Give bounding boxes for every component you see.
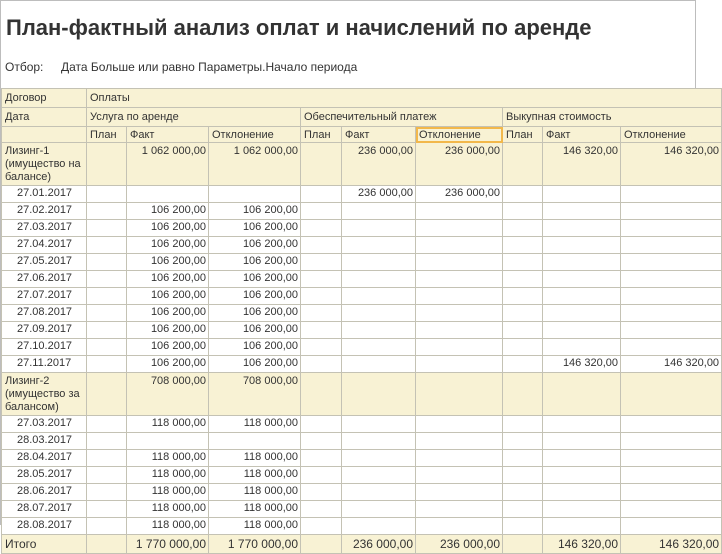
amount-cell-rent-plan[interactable]	[87, 271, 127, 288]
amount-cell-buyout-fact[interactable]	[543, 322, 621, 339]
amount-cell-rent-fact[interactable]	[127, 186, 209, 203]
amount-cell-rent-deviation[interactable]	[209, 433, 301, 450]
amount-cell-rent-deviation[interactable]: 106 200,00	[209, 203, 301, 220]
amount-cell-rent-deviation[interactable]: 106 200,00	[209, 271, 301, 288]
amount-cell-rent-plan[interactable]	[87, 220, 127, 237]
amount-cell-buyout-fact[interactable]: 146 320,00	[543, 356, 621, 373]
amount-cell-buyout-plan[interactable]	[503, 416, 543, 433]
amount-cell-security-fact[interactable]	[342, 356, 416, 373]
amount-cell-rent-plan[interactable]	[87, 143, 127, 186]
contract-cell[interactable]: Лизинг-1 (имущество на балансе)	[2, 143, 87, 186]
amount-cell-buyout-deviation[interactable]: 146 320,00	[621, 356, 722, 373]
amount-cell-buyout-plan[interactable]	[503, 535, 543, 554]
amount-cell-security-fact[interactable]	[342, 322, 416, 339]
date-cell[interactable]: 27.11.2017	[2, 356, 87, 373]
amount-cell-rent-plan[interactable]	[87, 501, 127, 518]
amount-cell-buyout-fact[interactable]	[543, 450, 621, 467]
amount-cell-security-deviation[interactable]	[416, 271, 503, 288]
header-security-deviation[interactable]: Отклонение	[416, 127, 503, 143]
date-cell[interactable]: 27.04.2017	[2, 237, 87, 254]
amount-cell-security-deviation[interactable]	[416, 467, 503, 484]
amount-cell-security-deviation[interactable]	[416, 433, 503, 450]
amount-cell-security-fact[interactable]	[342, 467, 416, 484]
amount-cell-rent-deviation[interactable]: 1 770 000,00	[209, 535, 301, 554]
amount-cell-rent-fact[interactable]: 118 000,00	[127, 450, 209, 467]
amount-cell-buyout-fact[interactable]	[543, 203, 621, 220]
total-row	[2, 535, 722, 554]
amount-cell-rent-deviation[interactable]: 106 200,00	[209, 288, 301, 305]
amount-cell-rent-deviation[interactable]: 106 200,00	[209, 339, 301, 356]
date-row	[2, 518, 722, 535]
date-row	[2, 305, 722, 322]
date-row	[2, 416, 722, 433]
report-title: План-фактный анализ оплат и начислений по аренде	[6, 15, 592, 40]
amount-cell-buyout-deviation[interactable]	[621, 186, 722, 203]
amount-cell-buyout-plan[interactable]	[503, 433, 543, 450]
amount-cell-security-fact[interactable]	[342, 305, 416, 322]
amount-cell-rent-plan[interactable]	[87, 339, 127, 356]
amount-cell-security-deviation[interactable]	[416, 237, 503, 254]
amount-cell-security-fact[interactable]: 236 000,00	[342, 186, 416, 203]
amount-cell-buyout-plan[interactable]	[503, 356, 543, 373]
date-cell[interactable]: 27.06.2017	[2, 271, 87, 288]
header-group-rent-service[interactable]: Услуга по аренде	[87, 108, 301, 127]
amount-cell-rent-deviation[interactable]: 118 000,00	[209, 467, 301, 484]
amount-cell-buyout-fact[interactable]	[543, 339, 621, 356]
amount-cell-security-plan[interactable]	[301, 484, 342, 501]
amount-cell-buyout-plan[interactable]	[503, 373, 543, 416]
date-cell[interactable]: 27.01.2017	[2, 186, 87, 203]
amount-cell-buyout-fact[interactable]	[543, 518, 621, 535]
amount-cell-security-plan[interactable]	[301, 143, 342, 186]
header-rent-fact[interactable]: Факт	[127, 127, 209, 143]
amount-cell-security-deviation[interactable]	[416, 220, 503, 237]
amount-cell-rent-plan[interactable]	[87, 305, 127, 322]
amount-cell-buyout-fact[interactable]	[543, 501, 621, 518]
contract-row	[2, 143, 722, 186]
amount-cell-buyout-deviation[interactable]	[621, 339, 722, 356]
amount-cell-security-deviation[interactable]	[416, 322, 503, 339]
header-payments[interactable]: Оплаты	[87, 89, 722, 108]
amount-cell-buyout-deviation[interactable]	[621, 450, 722, 467]
amount-cell-security-deviation[interactable]	[416, 518, 503, 535]
amount-cell-rent-deviation[interactable]: 106 200,00	[209, 254, 301, 271]
amount-cell-rent-plan[interactable]	[87, 203, 127, 220]
date-row	[2, 254, 722, 271]
amount-cell-security-fact[interactable]	[342, 373, 416, 416]
amount-cell-buyout-fact[interactable]	[543, 467, 621, 484]
amount-cell-security-plan[interactable]	[301, 356, 342, 373]
date-row	[2, 450, 722, 467]
amount-cell-rent-fact[interactable]: 106 200,00	[127, 237, 209, 254]
amount-cell-rent-fact[interactable]: 1 062 000,00	[127, 143, 209, 186]
amount-cell-buyout-fact[interactable]	[543, 271, 621, 288]
amount-cell-buyout-plan[interactable]	[503, 186, 543, 203]
date-row	[2, 288, 722, 305]
header-subcolumns-row	[2, 127, 722, 143]
amount-cell-security-deviation[interactable]	[416, 416, 503, 433]
date-row	[2, 356, 722, 373]
amount-cell-rent-deviation[interactable]: 118 000,00	[209, 518, 301, 535]
amount-cell-security-plan[interactable]	[301, 339, 342, 356]
date-row	[2, 237, 722, 254]
amount-cell-security-plan[interactable]	[301, 416, 342, 433]
amount-cell-rent-fact[interactable]: 106 200,00	[127, 203, 209, 220]
amount-cell-rent-plan[interactable]	[87, 237, 127, 254]
date-row	[2, 203, 722, 220]
amount-cell-security-deviation[interactable]	[416, 356, 503, 373]
amount-cell-buyout-plan[interactable]	[503, 450, 543, 467]
amount-cell-rent-fact[interactable]: 1 770 000,00	[127, 535, 209, 554]
amount-cell-buyout-fact[interactable]	[543, 186, 621, 203]
amount-cell-buyout-plan[interactable]	[503, 143, 543, 186]
amount-cell-rent-deviation[interactable]: 106 200,00	[209, 237, 301, 254]
amount-cell-security-plan[interactable]	[301, 271, 342, 288]
amount-cell-buyout-deviation[interactable]	[621, 305, 722, 322]
amount-cell-security-fact[interactable]	[342, 271, 416, 288]
date-cell[interactable]: 27.10.2017	[2, 339, 87, 356]
date-cell[interactable]: 28.05.2017	[2, 467, 87, 484]
amount-cell-buyout-deviation[interactable]	[621, 416, 722, 433]
amount-cell-buyout-fact[interactable]	[543, 305, 621, 322]
amount-cell-security-fact[interactable]	[342, 220, 416, 237]
amount-cell-rent-deviation[interactable]: 1 062 000,00	[209, 143, 301, 186]
amount-cell-buyout-plan[interactable]	[503, 305, 543, 322]
amount-cell-security-plan[interactable]	[301, 433, 342, 450]
amount-cell-security-fact[interactable]	[342, 288, 416, 305]
date-cell[interactable]: 28.04.2017	[2, 450, 87, 467]
amount-cell-security-deviation[interactable]: 236 000,00	[416, 143, 503, 186]
amount-cell-rent-fact[interactable]: 106 200,00	[127, 356, 209, 373]
date-row	[2, 220, 722, 237]
date-row	[2, 339, 722, 356]
amount-cell-security-plan[interactable]	[301, 373, 342, 416]
amount-cell-security-deviation[interactable]	[416, 501, 503, 518]
amount-cell-rent-plan[interactable]	[87, 484, 127, 501]
header-buyout-fact[interactable]: Факт	[543, 127, 621, 143]
amount-cell-security-fact[interactable]	[342, 237, 416, 254]
amount-cell-security-deviation[interactable]	[416, 339, 503, 356]
amount-cell-rent-fact[interactable]: 118 000,00	[127, 518, 209, 535]
amount-cell-buyout-plan[interactable]	[503, 220, 543, 237]
amount-cell-buyout-fact[interactable]	[543, 220, 621, 237]
amount-cell-rent-fact[interactable]	[127, 433, 209, 450]
amount-cell-rent-fact[interactable]: 118 000,00	[127, 484, 209, 501]
amount-cell-security-deviation[interactable]	[416, 254, 503, 271]
header-rent-deviation[interactable]: Отклонение	[209, 127, 301, 143]
amount-cell-security-plan[interactable]	[301, 186, 342, 203]
amount-cell-buyout-fact[interactable]: 146 320,00	[543, 143, 621, 186]
amount-cell-buyout-deviation[interactable]	[621, 322, 722, 339]
amount-cell-rent-deviation[interactable]: 106 200,00	[209, 305, 301, 322]
amount-cell-security-fact[interactable]	[342, 203, 416, 220]
amount-cell-buyout-deviation[interactable]	[621, 220, 722, 237]
amount-cell-security-plan[interactable]	[301, 501, 342, 518]
header-date[interactable]: Дата	[2, 108, 87, 127]
amount-cell-security-fact[interactable]: 236 000,00	[342, 535, 416, 554]
date-row	[2, 271, 722, 288]
header-buyout-deviation[interactable]: Отклонение	[621, 127, 722, 143]
amount-cell-buyout-fact[interactable]	[543, 254, 621, 271]
amount-cell-buyout-plan[interactable]	[503, 203, 543, 220]
filter-value: Дата Больше или равно Параметры.Начало периода	[61, 60, 358, 74]
amount-cell-security-deviation[interactable]: 236 000,00	[416, 535, 503, 554]
amount-cell-buyout-plan[interactable]	[503, 288, 543, 305]
amount-cell-rent-deviation[interactable]: 118 000,00	[209, 416, 301, 433]
total-label-cell[interactable]: Итого	[2, 535, 87, 554]
amount-cell-rent-fact[interactable]: 106 200,00	[127, 288, 209, 305]
amount-cell-security-plan[interactable]	[301, 322, 342, 339]
amount-cell-rent-plan[interactable]	[87, 416, 127, 433]
amount-cell-rent-fact[interactable]: 106 200,00	[127, 220, 209, 237]
amount-cell-security-deviation[interactable]: 236 000,00	[416, 186, 503, 203]
contract-cell[interactable]: Лизинг-2 (имущество за балансом)	[2, 373, 87, 416]
amount-cell-rent-fact[interactable]: 106 200,00	[127, 254, 209, 271]
amount-cell-buyout-deviation[interactable]	[621, 518, 722, 535]
amount-cell-rent-plan[interactable]	[87, 254, 127, 271]
amount-cell-buyout-plan[interactable]	[503, 467, 543, 484]
amount-cell-buyout-fact[interactable]	[543, 484, 621, 501]
filter-line	[5, 60, 357, 74]
amount-cell-buyout-deviation[interactable]	[621, 203, 722, 220]
amount-cell-buyout-deviation[interactable]	[621, 484, 722, 501]
amount-cell-security-plan[interactable]	[301, 450, 342, 467]
amount-cell-security-fact[interactable]	[342, 433, 416, 450]
amount-cell-rent-plan[interactable]	[87, 535, 127, 554]
header-spacer	[2, 127, 87, 143]
amount-cell-buyout-fact[interactable]	[543, 237, 621, 254]
amount-cell-buyout-fact[interactable]	[543, 373, 621, 416]
amount-cell-rent-deviation[interactable]: 118 000,00	[209, 484, 301, 501]
date-row	[2, 467, 722, 484]
amount-cell-rent-plan[interactable]	[87, 518, 127, 535]
amount-cell-rent-fact[interactable]: 118 000,00	[127, 416, 209, 433]
amount-cell-buyout-fact[interactable]	[543, 288, 621, 305]
amount-cell-rent-plan[interactable]	[87, 373, 127, 416]
amount-cell-buyout-plan[interactable]	[503, 237, 543, 254]
amount-cell-security-deviation[interactable]	[416, 484, 503, 501]
filter-label: Отбор:	[5, 60, 44, 74]
amount-cell-rent-fact[interactable]: 106 200,00	[127, 322, 209, 339]
amount-cell-rent-fact[interactable]: 708 000,00	[127, 373, 209, 416]
amount-cell-buyout-plan[interactable]	[503, 484, 543, 501]
amount-cell-rent-plan[interactable]	[87, 186, 127, 203]
amount-cell-security-fact[interactable]	[342, 416, 416, 433]
date-cell[interactable]: 28.03.2017	[2, 433, 87, 450]
amount-cell-rent-plan[interactable]	[87, 356, 127, 373]
date-cell[interactable]: 27.09.2017	[2, 322, 87, 339]
amount-cell-rent-plan[interactable]	[87, 288, 127, 305]
amount-cell-buyout-plan[interactable]	[503, 339, 543, 356]
amount-cell-security-fact[interactable]	[342, 501, 416, 518]
amount-cell-buyout-deviation[interactable]	[621, 501, 722, 518]
header-group-buyout-value[interactable]: Выкупная стоимость	[503, 108, 722, 127]
amount-cell-rent-deviation[interactable]: 118 000,00	[209, 450, 301, 467]
amount-cell-buyout-deviation[interactable]	[621, 467, 722, 484]
amount-cell-security-plan[interactable]	[301, 254, 342, 271]
date-cell[interactable]: 27.03.2017	[2, 416, 87, 433]
amount-cell-security-fact[interactable]	[342, 254, 416, 271]
date-cell[interactable]: 27.02.2017	[2, 203, 87, 220]
amount-cell-buyout-deviation[interactable]	[621, 433, 722, 450]
amount-cell-buyout-plan[interactable]	[503, 254, 543, 271]
amount-cell-buyout-fact[interactable]: 146 320,00	[543, 535, 621, 554]
amount-cell-buyout-deviation[interactable]	[621, 254, 722, 271]
amount-cell-buyout-deviation[interactable]	[621, 288, 722, 305]
amount-cell-security-fact[interactable]	[342, 518, 416, 535]
report-body	[2, 143, 722, 554]
amount-cell-buyout-fact[interactable]	[543, 433, 621, 450]
date-cell[interactable]: 27.08.2017	[2, 305, 87, 322]
amount-cell-security-fact[interactable]	[342, 339, 416, 356]
amount-cell-security-deviation[interactable]	[416, 305, 503, 322]
amount-cell-security-plan[interactable]	[301, 237, 342, 254]
amount-cell-buyout-deviation[interactable]	[621, 237, 722, 254]
amount-cell-security-plan[interactable]	[301, 467, 342, 484]
amount-cell-rent-deviation[interactable]: 106 200,00	[209, 220, 301, 237]
date-row	[2, 186, 722, 203]
amount-cell-security-deviation[interactable]	[416, 203, 503, 220]
amount-cell-security-plan[interactable]	[301, 535, 342, 554]
date-cell[interactable]: 27.05.2017	[2, 254, 87, 271]
amount-cell-rent-plan[interactable]	[87, 450, 127, 467]
amount-cell-rent-deviation[interactable]: 106 200,00	[209, 356, 301, 373]
report-table	[1, 88, 722, 554]
amount-cell-security-fact[interactable]: 236 000,00	[342, 143, 416, 186]
amount-cell-rent-plan[interactable]	[87, 467, 127, 484]
amount-cell-buyout-deviation[interactable]: 146 320,00	[621, 143, 722, 186]
amount-cell-rent-fact[interactable]: 106 200,00	[127, 339, 209, 356]
header-contract[interactable]: Договор	[2, 89, 87, 108]
date-row	[2, 433, 722, 450]
amount-cell-rent-deviation[interactable]: 106 200,00	[209, 322, 301, 339]
amount-cell-security-fact[interactable]	[342, 484, 416, 501]
header-buyout-plan[interactable]: План	[503, 127, 543, 143]
report-table-viewport[interactable]	[1, 88, 720, 551]
header-rent-plan[interactable]: План	[87, 127, 127, 143]
amount-cell-security-plan[interactable]	[301, 305, 342, 322]
amount-cell-rent-deviation[interactable]	[209, 186, 301, 203]
amount-cell-security-plan[interactable]	[301, 220, 342, 237]
amount-cell-security-deviation[interactable]	[416, 450, 503, 467]
amount-cell-buyout-deviation[interactable]	[621, 271, 722, 288]
date-cell[interactable]: 27.07.2017	[2, 288, 87, 305]
date-cell[interactable]: 27.03.2017	[2, 220, 87, 237]
amount-cell-rent-fact[interactable]: 106 200,00	[127, 271, 209, 288]
date-cell[interactable]: 28.07.2017	[2, 501, 87, 518]
date-cell[interactable]: 28.06.2017	[2, 484, 87, 501]
amount-cell-buyout-plan[interactable]	[503, 271, 543, 288]
amount-cell-security-fact[interactable]	[342, 450, 416, 467]
amount-cell-rent-plan[interactable]	[87, 433, 127, 450]
amount-cell-rent-deviation[interactable]: 118 000,00	[209, 501, 301, 518]
amount-cell-rent-fact[interactable]: 106 200,00	[127, 305, 209, 322]
amount-cell-buyout-deviation[interactable]: 146 320,00	[621, 535, 722, 554]
date-row	[2, 322, 722, 339]
date-row	[2, 501, 722, 518]
contract-row	[2, 373, 722, 416]
amount-cell-buyout-plan[interactable]	[503, 518, 543, 535]
amount-cell-security-plan[interactable]	[301, 518, 342, 535]
header-security-plan[interactable]: План	[301, 127, 342, 143]
amount-cell-buyout-deviation[interactable]	[621, 373, 722, 416]
amount-cell-buyout-plan[interactable]	[503, 322, 543, 339]
amount-cell-rent-plan[interactable]	[87, 322, 127, 339]
amount-cell-security-plan[interactable]	[301, 288, 342, 305]
amount-cell-rent-fact[interactable]: 118 000,00	[127, 501, 209, 518]
amount-cell-rent-fact[interactable]: 118 000,00	[127, 467, 209, 484]
amount-cell-security-plan[interactable]	[301, 203, 342, 220]
header-security-fact[interactable]: Факт	[342, 127, 416, 143]
amount-cell-security-deviation[interactable]	[416, 288, 503, 305]
amount-cell-buyout-plan[interactable]	[503, 501, 543, 518]
header-group-security-payment[interactable]: Обеспечительный платеж	[301, 108, 503, 127]
amount-cell-buyout-fact[interactable]	[543, 416, 621, 433]
date-cell[interactable]: 28.08.2017	[2, 518, 87, 535]
amount-cell-security-deviation[interactable]	[416, 373, 503, 416]
date-row	[2, 484, 722, 501]
amount-cell-rent-deviation[interactable]: 708 000,00	[209, 373, 301, 416]
